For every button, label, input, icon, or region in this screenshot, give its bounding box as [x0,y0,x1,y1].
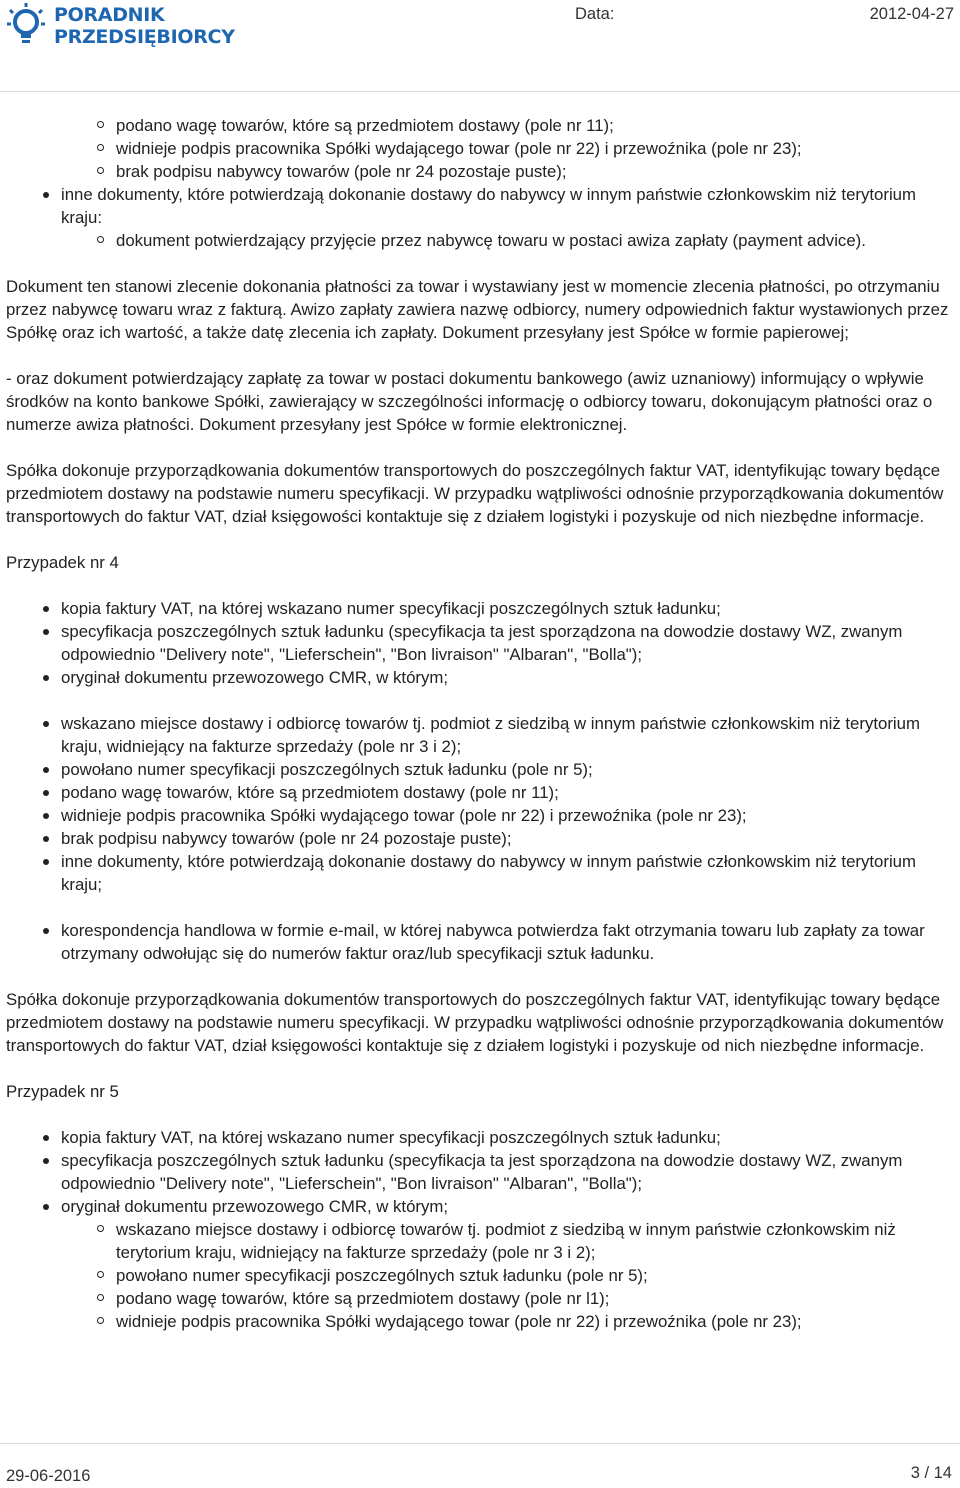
list-item: widnieje podpis pracownika Spółki wydającego towar (pole nr 22) i przewoźnika (pole nr 23); [6,137,956,160]
case4-list-c [6,919,956,965]
block1-list [6,183,956,229]
list-item: kopia faktury VAT, na której wskazano numer specyfikacji poszczególnych sztuk ładunku; [6,597,956,620]
paragraph: Spółka dokonuje przyporządkowania dokumentów transportowych do poszczególnych faktur VAT, identyfikując towary będące przedmiotem dostawy na podstawie numeru specyfikacji. W przypadku wątpliwości odnośnie przyporządkowania dokumentów transportowych do faktur VAT, dział księgowości kontaktuje się z działem logistyki i pozyskuje od nich niezbędne informacje. [6,461,944,526]
case5-sublist [6,1218,956,1333]
list-item: powołano numer specyfikacji poszczególnych sztuk ładunku (pole nr 5); [6,1264,956,1287]
logo-line-1: PORADNIK [54,4,165,26]
case5-list [6,1126,956,1218]
list-item: specyfikacja poszczególnych sztuk ładunku (specyfikacja ta jest sporządzona na dowodzie dostawy WZ, zwanym odpowiednio "Delivery note", "Lieferschein", "Bon livraison" "Albaran", "Bolla"); [6,1149,956,1195]
paragraph: Spółka dokonuje przyporządkowania dokumentów transportowych do poszczególnych faktur VAT, identyfikując towary będące przedmiotem dostawy na podstawie numeru specyfikacji. W przypadku wątpliwości odnośnie przyporządkowania dokumentów transportowych do faktur VAT, dział księgowości kontaktuje się z działem logistyki i pozyskuje od nich niezbędne informacje. [6,990,944,1055]
footer-divider [0,1443,960,1444]
logo [54,4,235,48]
list-item: widnieje podpis pracownika Spółki wydającego towar (pole nr 22) i przewoźnika (pole nr 23); [6,804,956,827]
list-item: brak podpisu nabywcy towarów (pole nr 24 pozostaje puste); [6,160,956,183]
list-item: widnieje podpis pracownika Spółki wydającego towar (pole nr 22) i przewoźnika (pole nr 23); [6,1310,956,1333]
page-number: 3 / 14 [910,1464,952,1482]
footer-date: 29-06-2016 [6,1467,91,1485]
list-item: kopia faktury VAT, na której wskazano numer specyfikacji poszczególnych sztuk ładunku; [6,1126,956,1149]
list-item: brak podpisu nabywcy towarów (pole nr 24 pozostaje puste); [6,827,956,850]
document-body [6,114,956,1333]
list-item: wskazano miejsce dostawy i odbiorcę towarów tj. podmiot z siedzibą w innym państwie członkowskim niż terytorium kraju, widniejący na fakturze sprzedaży (pole nr 3 i 2); [6,1218,956,1264]
paragraph: Dokument ten stanowi zlecenie dokonania płatności za towar i wystawiany jest w momencie zlecenia płatności, po otrzymaniu przez nabywcę towaru wraz z fakturą. Awizo zapłaty zawiera nazwę odbiorcy, numery odpowiednich faktur wystawionych przez Spółkę oraz ich wartość, a także datę zlecenia ich zapłaty. Dokument przesyłany jest Spółce w formie papierowej; [6,277,949,342]
list-item: powołano numer specyfikacji poszczególnych sztuk ładunku (pole nr 5); [6,758,956,781]
case4-list-a [6,597,956,689]
list-item: dokument potwierdzający przyjęcie przez nabywcę towaru w postaci awiza zapłaty (payment advice). [6,229,956,252]
list-item: wskazano miejsce dostawy i odbiorcę towarów tj. podmiot z siedzibą w innym państwie członkowskim niż terytorium kraju, widniejący na fakturze sprzedaży (pole nr 3 i 2); [6,712,956,758]
list-item: oryginał dokumentu przewozowego CMR, w którym; [6,1195,956,1218]
paragraph: - oraz dokument potwierdzający zapłatę za towar w postaci dokumentu bankowego (awiz uznaniowy) informujący o wpływie środków na konto bankowe Spółki, zawierający w szczególności informację o odbiorcy towaru, dokonującym płatności oraz o numerze awiza płatności. Dokument przesyłany jest Spółce w formie elektronicznej. [6,369,933,434]
list-item: podano wagę towarów, które są przedmiotem dostawy (pole nr l1); [6,1287,956,1310]
list-item: korespondencja handlowa w formie e-mail, w której nabywca potwierdza fakt otrzymania towaru lub zapłaty za towar otrzymany odwołując się do numerów faktur oraz/lub specyfikacji sztuk ładunku. [6,919,956,965]
list-item: specyfikacja poszczególnych sztuk ładunku (specyfikacja ta jest sporządzona na dowodzie dostawy WZ, zwanym odpowiednio "Delivery note", "Lieferschein", "Bon livraison" "Albaran", "Bolla"); [6,620,956,666]
date-label: Data: [575,5,615,23]
section-heading: Przypadek nr 5 [6,1082,119,1101]
block1-sublist [6,114,956,183]
header-divider [0,91,960,92]
logo-line-2: PRZEDSIĘBIORCY [54,26,235,48]
case4-list-b [6,712,956,896]
date-value: 2012-04-27 [869,5,954,23]
list-item: oryginał dokumentu przewozowego CMR, w którym; [6,666,956,689]
list-item: podano wagę towarów, które są przedmiotem dostawy (pole nr 11); [6,114,956,137]
page-header [0,0,960,90]
list-item: inne dokumenty, które potwierdzają dokonanie dostawy do nabywcy w innym państwie członkowskim niż terytorium kraju; [6,850,956,896]
lightbulb-icon [6,2,46,50]
block1-item-sublist [6,229,956,252]
list-item: podano wagę towarów, które są przedmiotem dostawy (pole nr 11); [6,781,956,804]
list-item: inne dokumenty, które potwierdzają dokonanie dostawy do nabywcy w innym państwie członkowskim niż terytorium kraju: [6,183,956,229]
section-heading: Przypadek nr 4 [6,553,119,572]
